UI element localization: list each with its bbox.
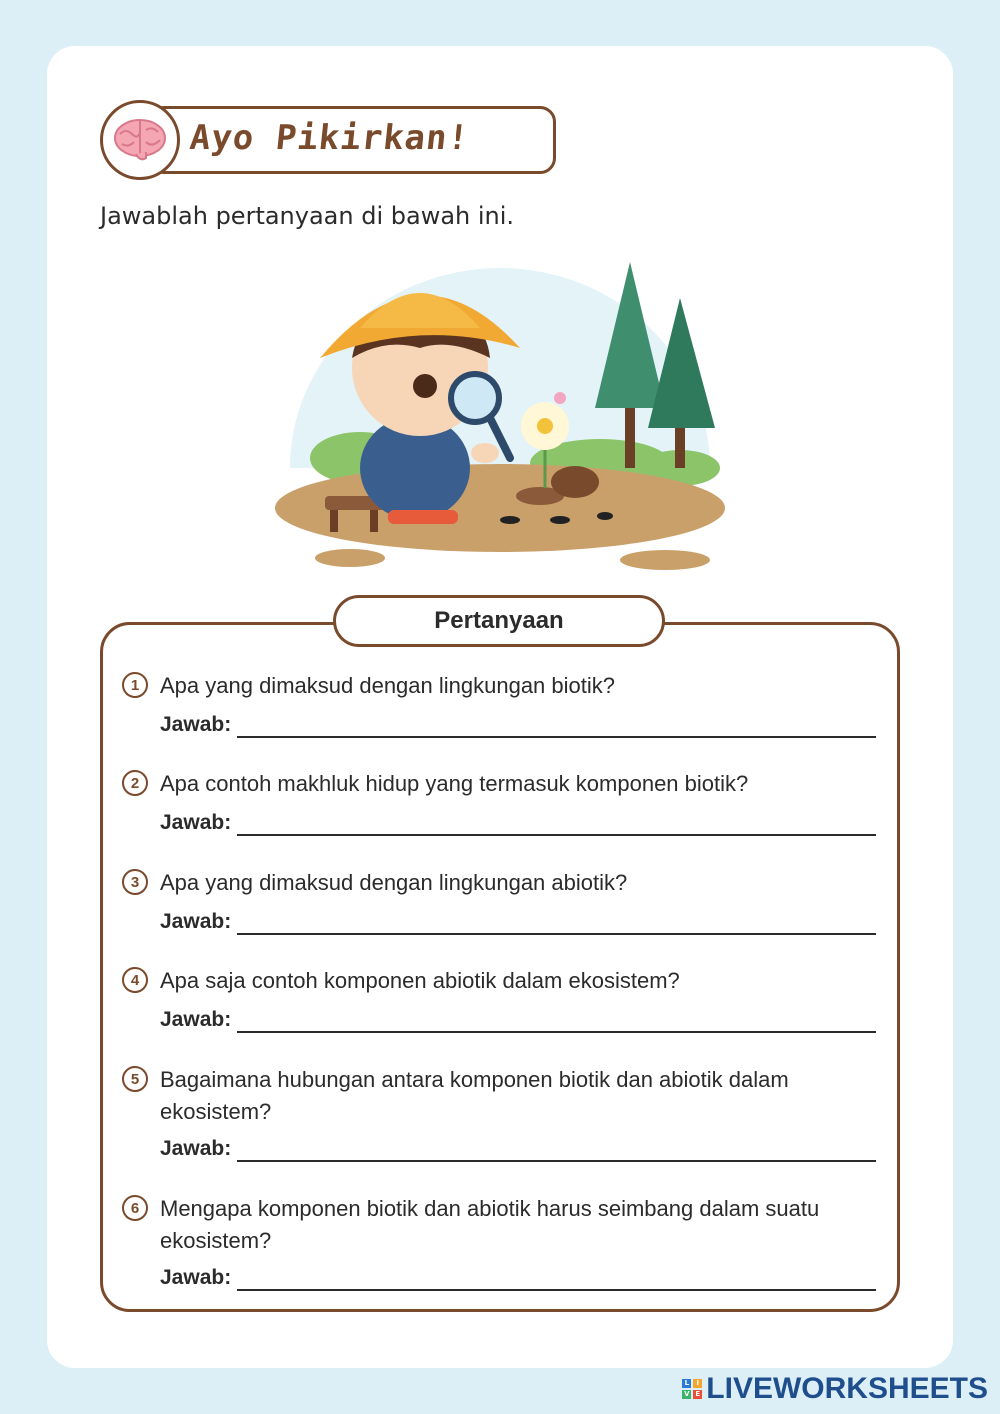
- answer-label: Jawab:: [160, 910, 232, 933]
- question-number: 2: [122, 770, 148, 796]
- brand-name: LIVEWORKSHEETS: [706, 1372, 988, 1405]
- answer-input-3[interactable]: [237, 907, 876, 935]
- question-text: Apa yang dimaksud dengan lingkungan abiotik?: [160, 870, 628, 895]
- answer-input-1[interactable]: [237, 710, 876, 738]
- answer-row: [160, 1130, 876, 1162]
- answer-label: Jawab:: [160, 1266, 232, 1289]
- answer-input-4[interactable]: [237, 1005, 876, 1033]
- instruction-text: Jawablah pertanyaan di bawah ini.: [100, 202, 515, 230]
- question-text: Bagaimana hubungan antara komponen biotik dan abiotik dalam ekosistem?: [160, 1067, 789, 1124]
- question-text: Apa saja contoh komponen abiotik dalam ekosistem?: [160, 968, 680, 993]
- brain-icon: [100, 100, 180, 180]
- question-text: Apa contoh makhluk hidup yang termasuk komponen biotik?: [160, 771, 749, 796]
- answer-row: [160, 1259, 876, 1291]
- answer-input-6[interactable]: [237, 1263, 876, 1291]
- section-header: [100, 100, 560, 180]
- answer-row: [160, 1001, 876, 1033]
- answer-row: [160, 706, 876, 738]
- question-number: 6: [122, 1195, 148, 1221]
- question-text: Mengapa komponen biotik dan abiotik harus seimbang dalam suatu ekosistem?: [160, 1196, 820, 1253]
- header-title: Ayo Pikirkan!: [187, 118, 472, 158]
- answer-row: [160, 804, 876, 836]
- question-text: Apa yang dimaksud dengan lingkungan biotik?: [160, 673, 615, 698]
- answer-row: [160, 903, 876, 935]
- answer-input-5[interactable]: [237, 1134, 876, 1162]
- liveworksheets-logo-icon: L I V E: [682, 1379, 702, 1399]
- question-number: 5: [122, 1066, 148, 1092]
- question-number: 4: [122, 967, 148, 993]
- answer-label: Jawab:: [160, 713, 232, 736]
- questions-tab: Pertanyaan: [333, 595, 665, 647]
- child-with-magnifier-illustration: [270, 258, 730, 578]
- question-number: 1: [122, 672, 148, 698]
- answer-label: Jawab:: [160, 811, 232, 834]
- question-number: 3: [122, 869, 148, 895]
- liveworksheets-brand: [682, 1372, 988, 1406]
- answer-input-2[interactable]: [237, 808, 876, 836]
- answer-label: Jawab:: [160, 1137, 232, 1160]
- answer-label: Jawab:: [160, 1008, 232, 1031]
